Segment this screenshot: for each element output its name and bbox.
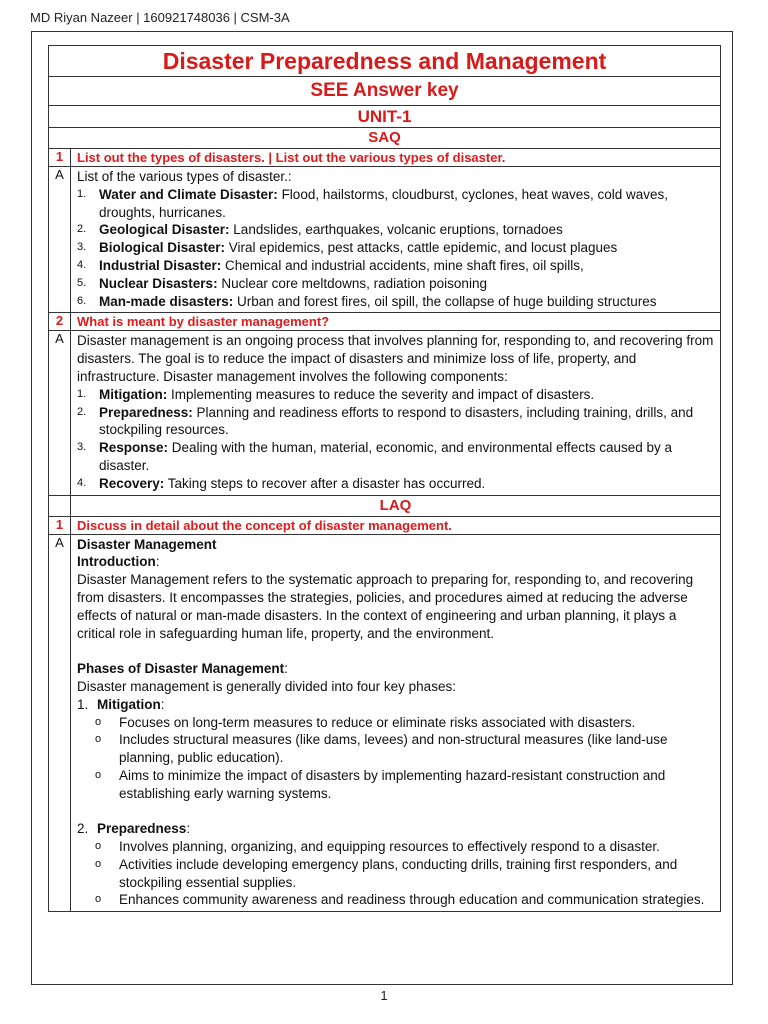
list-item: o Aims to minimize the impact of disasters by implementing hazard-resistant construction and establishing early warning systems. (95, 767, 666, 801)
list-item: 4. Recovery: Taking steps to recover after a disaster has occurred. (77, 475, 486, 491)
unit-row (49, 106, 721, 128)
introduction-label: Introduction: (77, 554, 160, 570)
list-item: o Focuses on long-term measures to reduce or eliminate risks associated with disasters. (95, 714, 636, 730)
list-item: 4. Industrial Disaster: Chemical and industrial accidents, mine shaft fires, oil spills, (77, 257, 584, 273)
list-item: 6. Man-made disasters: Urban and forest fires, oil spill, the collapse of huge building structures (77, 293, 657, 309)
list-item: 1. Mitigation: Implementing measures to reduce the severity and impact of disasters. (77, 386, 595, 402)
page-header: MD Riyan Nazeer | 160921748036 | CSM-3A (30, 10, 290, 25)
question-row (49, 149, 721, 167)
list-item: 3. Response: Dealing with the human, material, economic, and environmental effects caused by a disaster. (77, 440, 673, 473)
preparedness-bullets (77, 838, 714, 909)
introduction-text: Disaster Management refers to the systematic approach to preparing for, responding to, and recovering from disasters. It encompasses the strategies, policies, and procedures aimed at reducing the adverse effects of natural or man-made disasters. In the context of engineering and urban planning, it plays a critical role in safeguarding human life, property, and the environment. (77, 572, 694, 641)
question-number: 2 (49, 313, 71, 331)
answer-row (49, 331, 721, 495)
answer-row (49, 534, 721, 912)
phases-intro: Disaster management is generally divided into four key phases: (77, 678, 456, 694)
answer-body (71, 534, 721, 912)
question-number: 1 (49, 149, 71, 167)
answer-intro: List of the various types of disaster.: (77, 169, 292, 184)
list-item: 3. Biological Disaster: Viral epidemics, pest attacks, cattle epidemic, and locust plagues (77, 240, 618, 256)
question-text: List out the types of disasters. | List out the various types of disaster. (71, 149, 721, 167)
phase-mitigation: 1. Mitigation: (77, 696, 165, 712)
answer-label: A (49, 167, 71, 313)
list-item: 1. Water and Climate Disaster: Flood, hailstorms, cloudburst, cyclones, heat waves, cold waves, droughts, hurricanes. (77, 186, 668, 220)
list-item: o Involves planning, organizing, and equipping resources to effectively respond to a disaster. (95, 839, 660, 855)
answer-body (71, 167, 721, 313)
phases-label: Phases of Disaster Management: (77, 661, 288, 677)
page-frame (31, 31, 733, 985)
document-title: Disaster Preparedness and Management (49, 46, 721, 77)
mitigation-bullets (77, 714, 714, 803)
title-row (49, 46, 721, 77)
subtitle-row (49, 77, 721, 106)
answer-key-table (48, 45, 721, 912)
question-row (49, 516, 721, 534)
list-item: o Enhances community awareness and readiness through education and communication strategies. (95, 892, 705, 908)
laq-heading: LAQ (71, 495, 721, 516)
answer-intro: Disaster management is an ongoing process that involves planning for, responding to, and recovering from disasters. The goal is to reduce the impact of disasters and minimize loss of life, property, and infrastructure. Disaster management involves the following components: (77, 333, 714, 384)
answer-heading: Disaster Management (77, 536, 217, 552)
question-text: Discuss in detail about the concept of disaster management. (71, 516, 721, 534)
question-text: What is meant by disaster management? (71, 313, 721, 331)
answer-body (71, 331, 721, 495)
document-subtitle: SEE Answer key (49, 77, 721, 106)
unit-heading: UNIT-1 (49, 106, 721, 128)
page-number: 1 (380, 988, 388, 1003)
saq-heading: SAQ (49, 128, 721, 149)
answer-label: A (49, 534, 71, 912)
question-row (49, 313, 721, 331)
list-item: o Activities include developing emergency plans, conducting drills, training first responders, and stockpiling essential supplies. (95, 856, 678, 890)
list-item: o Includes structural measures (like dams, levees) and non-structural measures (like land-use planning, public education). (95, 732, 668, 766)
components-list (77, 386, 714, 493)
laq-row (49, 495, 721, 516)
list-item: 5. Nuclear Disasters: Nuclear core meltdowns, radiation poisoning (77, 275, 487, 291)
saq-row (49, 128, 721, 149)
answer-row (49, 167, 721, 313)
answer-label: A (49, 331, 71, 495)
phase-preparedness: 2. Preparedness: (77, 821, 191, 837)
disaster-types-list (77, 186, 714, 311)
list-item: 2. Geological Disaster: Landslides, earthquakes, volcanic eruptions, tornadoes (77, 222, 563, 238)
question-number: 1 (49, 516, 71, 534)
list-item: 2. Preparedness: Planning and readiness efforts to respond to disasters, including training, drills, and stockpiling resources. (77, 404, 694, 438)
